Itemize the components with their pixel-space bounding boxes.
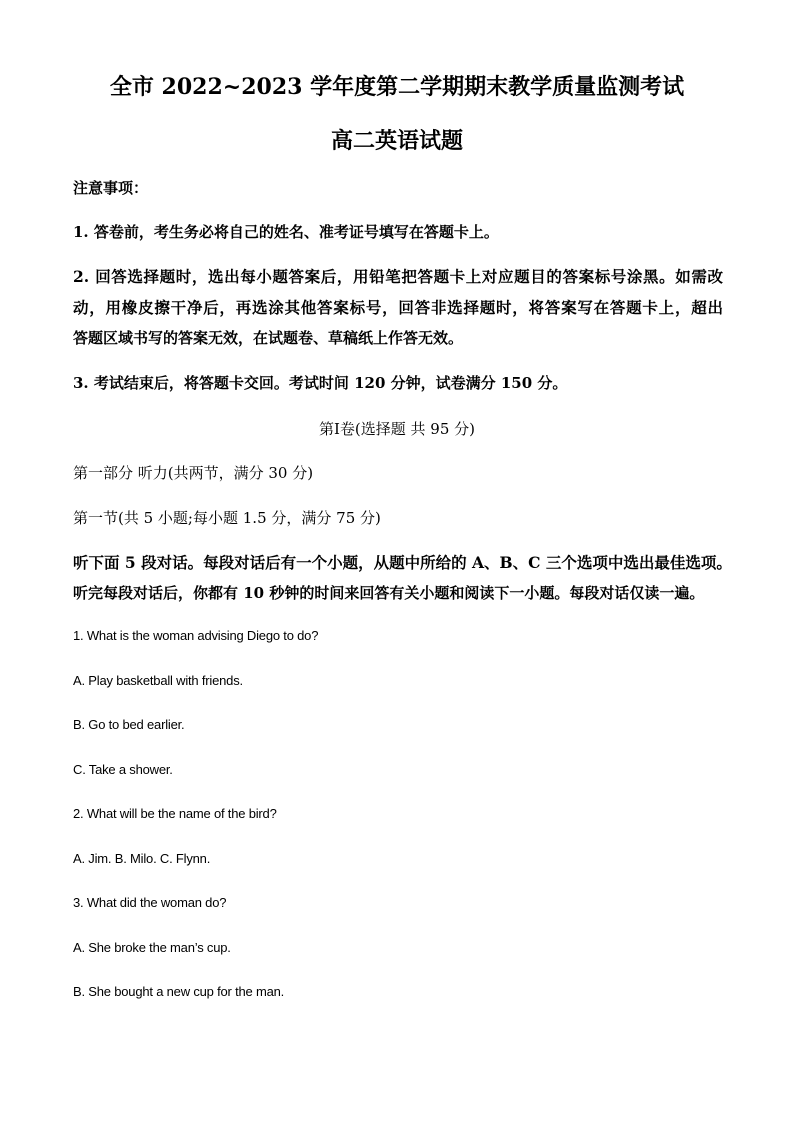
question-2: 2. What will be the name of the bird? [73,806,277,821]
question-1-option-b: B. Go to bed earlier. [73,717,185,732]
exam-subtitle: 高二英语试题 [330,128,463,154]
exam-title: 全市 2022~2023 学年度第二学期期末教学质量监测考试 [109,74,685,100]
note-item-2-line-2: 动，用橡皮擦干净后，再选涂其他答案标号，回答非选择题时，将答案写在答题卡上，超出 [73,298,723,317]
volume-heading: 第Ⅰ卷(选择题 共 95 分) [318,420,476,438]
question-1-option-a: A. Play basketball with friends. [73,673,243,688]
instructions-line-2: 听完每段对话后，你都有 10 秒钟的时间来回答有关小题和阅读下一小题。每段对话仅读一遍。 [73,584,705,602]
question-3-option-b: B. She bought a new cup for the man. [73,984,285,999]
notes-heading: 注意事项： [73,179,149,197]
section-1-heading: 第一节(共 5 小题;每小题 1.5 分，满分 75 分) [73,509,381,527]
question-1-option-c: C. Take a shower. [73,762,173,777]
note-item-3: 3. 考试结束后，将答题卡交回。考试时间 120 分钟，试卷满分 150 分。 [73,374,568,392]
note-item-2-line-3: 答题区域书写的答案无效，在试题卷、草稿纸上作答无效。 [73,329,464,347]
instructions-line-1: 听下面 5 段对话。每段对话后有一个小题，从题中所给的 A、B、C 三个选项中选出最佳选项。 [73,553,732,572]
question-1: 1. What is the woman advising Diego to do? [73,628,319,643]
note-item-2-line-1: 2. 回答选择题时，选出每小题答案后，用铅笔把答题卡上对应题目的答案标号涂黑。如需改 [73,267,723,286]
question-3-option-a: A. She broke the man’s cup. [73,940,231,955]
question-3: 3. What did the woman do? [73,895,227,910]
question-2-options: A. Jim. B. Milo. C. Flynn. [73,851,211,866]
note-item-1: 1. 答卷前，考生务必将自己的姓名、准考证号填写在答题卡上。 [73,223,499,241]
part-1-heading: 第一部分 听力(共两节，满分 30 分) [73,464,314,482]
